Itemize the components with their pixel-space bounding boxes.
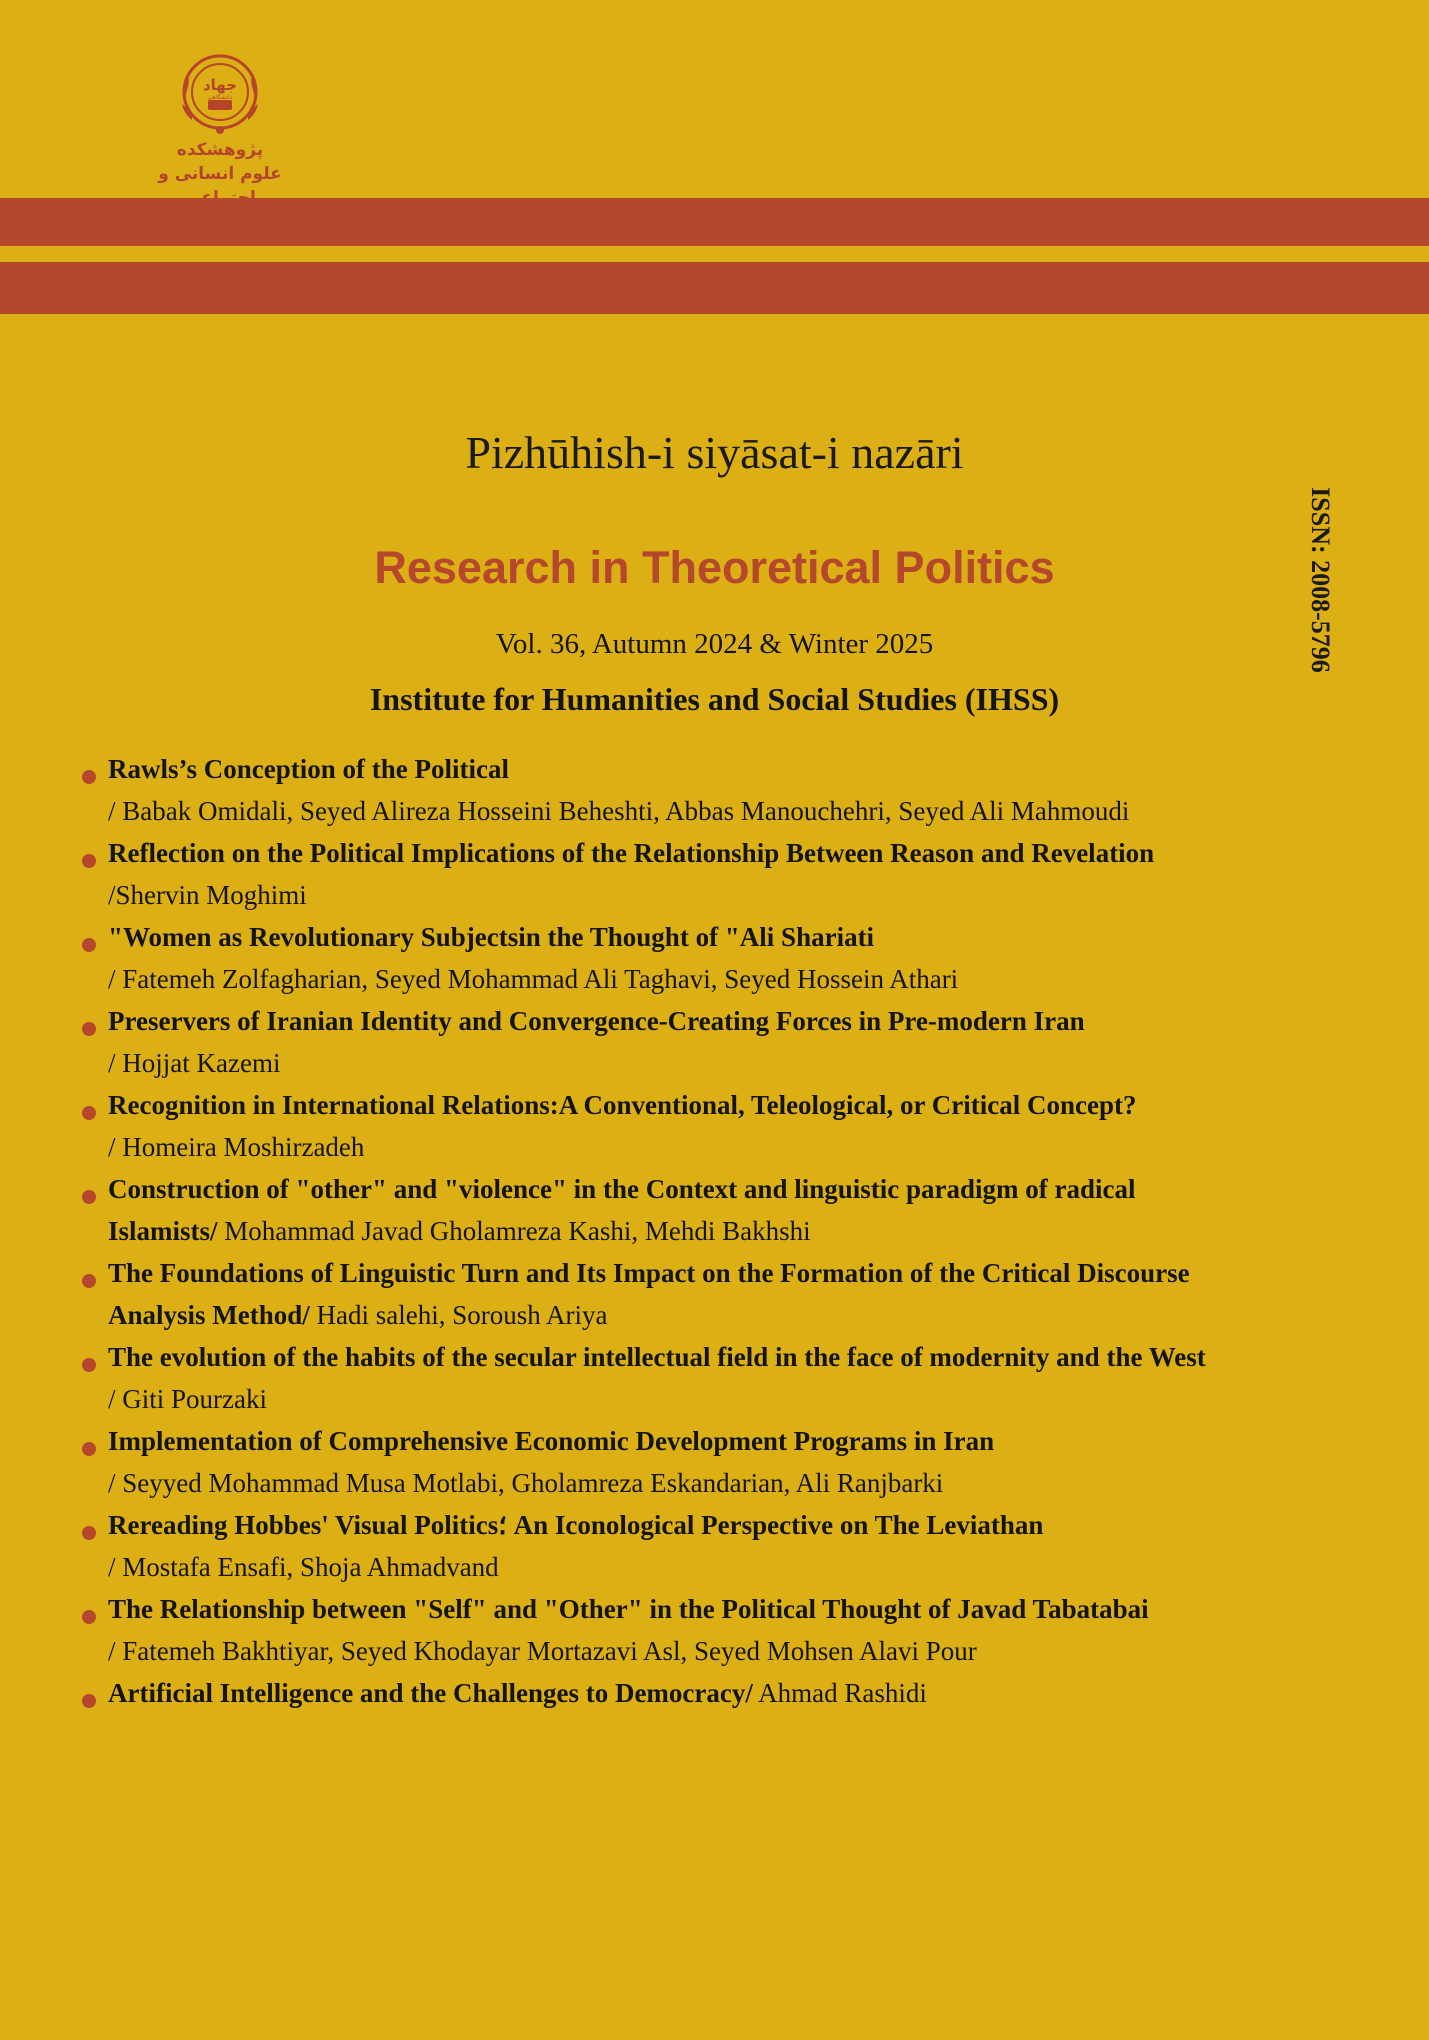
- publisher-logo: [130, 50, 310, 210]
- article-authors: / Mostafa Ensafi, Shoja Ahmadvand: [108, 1552, 499, 1582]
- article-authors: / Hojjat Kazemi: [108, 1048, 281, 1078]
- bullet-icon: [82, 770, 96, 784]
- decorative-stripe-top: [0, 198, 1429, 246]
- article-authors: / Seyyed Mohammad Musa Motlabi, Gholamreza Eskandarian, Ali Ranjbarki: [108, 1468, 944, 1498]
- volume-line: Vol. 36, Autumn 2024 & Winter 2025: [495, 628, 934, 660]
- bullet-icon: [82, 1190, 96, 1204]
- emblem-subtext: دانشگاهی: [207, 94, 233, 101]
- bullet-icon: [82, 1526, 96, 1540]
- article-authors: /Shervin Moghimi: [108, 880, 307, 910]
- article-title: The Foundations of Linguistic Turn and Its Impact on the Formation of the Critical Discourse: [108, 1258, 1190, 1288]
- article-title: Rereading Hobbes' Visual Politics؛ An Iconological Perspective on The Leviathan: [108, 1510, 1044, 1540]
- article-item: [80, 1672, 1410, 1756]
- article-title: Implementation of Comprehensive Economic Development Programs in Iran: [108, 1426, 995, 1456]
- logo-line-2: علوم انسانی و: [158, 164, 282, 184]
- emblem-text: جهاد: [202, 76, 238, 94]
- article-title: Reflection on the Political Implications of the Relationship Between Reason and Revelation: [108, 838, 1155, 868]
- article-list: [80, 748, 1410, 1756]
- article-title: Artificial Intelligence and the Challenges to Democracy/: [108, 1678, 753, 1708]
- article-authors: Hadi salehi, Soroush Ariya: [309, 1300, 608, 1330]
- bullet-icon: [82, 1106, 96, 1120]
- article-authors: Mohammad Javad Gholamreza Kashi, Mehdi Bakhshi: [217, 1216, 811, 1246]
- bullet-icon: [82, 938, 96, 952]
- article-authors: / Homeira Moshirzadeh: [108, 1132, 365, 1162]
- article-title: Preservers of Iranian Identity and Convergence-Creating Forces in Pre-modern Iran: [108, 1006, 1085, 1036]
- bullet-icon: [82, 1694, 96, 1708]
- bullet-icon: [82, 1358, 96, 1372]
- bullet-icon: [82, 1442, 96, 1456]
- article-item: [80, 1588, 1410, 1672]
- article-item: [80, 1504, 1410, 1588]
- issn-label: ISSN: 2008-5796: [1306, 487, 1335, 673]
- article-item: [80, 1084, 1410, 1168]
- emblem-icon: [174, 50, 266, 138]
- article-item: [80, 748, 1410, 832]
- article-authors: / Fatemeh Zolfagharian, Seyed Mohammad Ali Taghavi, Seyed Hossein Athari: [108, 964, 959, 994]
- article-title-continuation: Analysis Method/: [108, 1300, 310, 1330]
- logo-line-1: پژوهشکده: [176, 140, 264, 160]
- decorative-stripe-bottom: [0, 262, 1429, 314]
- article-authors: Ahmad Rashidi: [752, 1678, 927, 1708]
- article-item: [80, 1336, 1410, 1420]
- journal-title: Research in Theoretical Politics: [374, 542, 1055, 593]
- article-title: Recognition in International Relations:A Conventional, Teleological, or Critical Concept?: [108, 1090, 1137, 1120]
- article-item: [80, 916, 1410, 1000]
- article-title-continuation: Islamists/: [108, 1216, 218, 1246]
- article-title: Construction of "other" and "violence" in the Context and linguistic paradigm of radical: [108, 1174, 1136, 1204]
- article-item: [80, 832, 1410, 916]
- article-item: [80, 1000, 1410, 1084]
- article-title: Rawls’s Conception of the Political: [108, 754, 509, 784]
- article-authors: / Babak Omidali, Seyed Alireza Hosseini Beheshti, Abbas Manouchehri, Seyed Ali Mahmoudi: [108, 796, 1130, 826]
- transliterated-title: Pizhūhish-i siyāsat-i nazāri: [465, 427, 964, 478]
- article-title: The evolution of the habits of the secular intellectual field in the face of modernity and the West: [108, 1342, 1206, 1372]
- bullet-icon: [82, 1022, 96, 1036]
- bullet-icon: [82, 1274, 96, 1288]
- bullet-icon: [82, 854, 96, 868]
- article-item: [80, 1252, 1410, 1336]
- article-item: [80, 1420, 1410, 1504]
- article-title: "Women as Revolutionary Subjectsin the Thought of "Ali Shariati: [108, 922, 875, 952]
- bullet-icon: [82, 1610, 96, 1624]
- article-item: [80, 1168, 1410, 1252]
- article-authors: / Fatemeh Bakhtiyar, Seyed Khodayar Mortazavi Asl, Seyed Mohsen Alavi Pour: [108, 1636, 977, 1666]
- article-title: The Relationship between "Self" and "Other" in the Political Thought of Javad Tabatabai: [108, 1594, 1149, 1624]
- institute-name: Institute for Humanities and Social Studies (IHSS): [369, 681, 1060, 717]
- article-authors: / Giti Pourzaki: [108, 1384, 267, 1414]
